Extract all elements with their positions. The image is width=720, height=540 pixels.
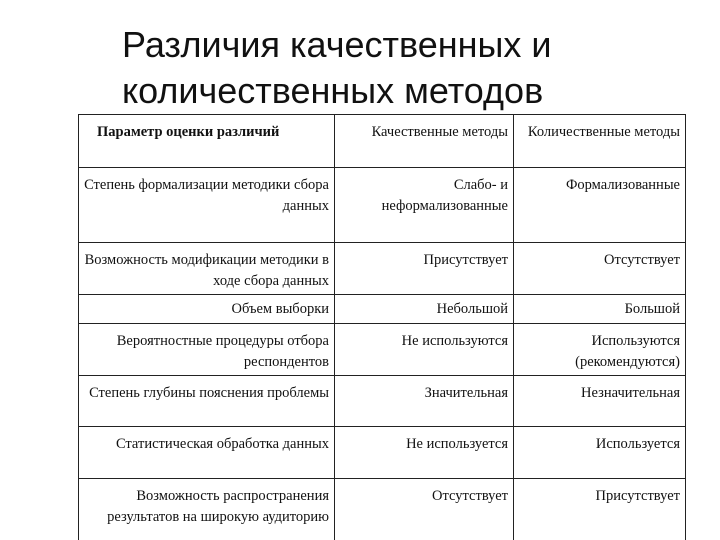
table-row [79, 479, 686, 540]
table-row [79, 168, 686, 243]
row-qualitative-value: Не используется [335, 427, 514, 479]
header-quantitative: Количественные методы [514, 115, 686, 168]
table-row [79, 243, 686, 295]
table-row [79, 376, 686, 427]
header-qualitative: Качественные методы [335, 115, 514, 168]
row-qualitative-value: Отсутствует [335, 479, 514, 540]
row-quantitative-value: Используется [514, 427, 686, 479]
table-row [79, 324, 686, 376]
row-qualitative-value: Не используются [335, 324, 514, 376]
table-row [79, 295, 686, 324]
slide-title [122, 22, 702, 114]
row-qualitative-value: Значительная [335, 376, 514, 427]
row-parameter: Статистическая обработка данных [79, 427, 335, 479]
row-parameter: Возможность модификации методики в ходе сбора данных [79, 243, 335, 295]
row-parameter: Степень глубины пояснения проблемы [79, 376, 335, 427]
row-qualitative-value: Слабо- и неформализованные [335, 168, 514, 243]
table-header-row [79, 115, 686, 168]
row-quantitative-value: Незначительная [514, 376, 686, 427]
row-parameter: Возможность распространения результатов на широкую аудиторию [79, 479, 335, 540]
header-parameter: Параметр оценки различий [79, 115, 335, 168]
row-quantitative-value: Отсутствует [514, 243, 686, 295]
slide-title-line-2: количественных методов [122, 70, 544, 111]
row-parameter: Степень формализации методики сбора данных [79, 168, 335, 243]
row-parameter: Объем выборки [79, 295, 335, 324]
row-qualitative-value: Небольшой [335, 295, 514, 324]
row-quantitative-value: Большой [514, 295, 686, 324]
table-row [79, 427, 686, 479]
row-quantitative-value: Формализованные [514, 168, 686, 243]
slide-title-line-1: Различия качественных и [122, 24, 552, 65]
row-parameter: Вероятностные процедуры отбора респондентов [79, 324, 335, 376]
comparison-table [78, 114, 686, 540]
row-qualitative-value: Присутствует [335, 243, 514, 295]
row-quantitative-value: Используются (рекомендуются) [514, 324, 686, 376]
row-quantitative-value: Присутствует [514, 479, 686, 540]
